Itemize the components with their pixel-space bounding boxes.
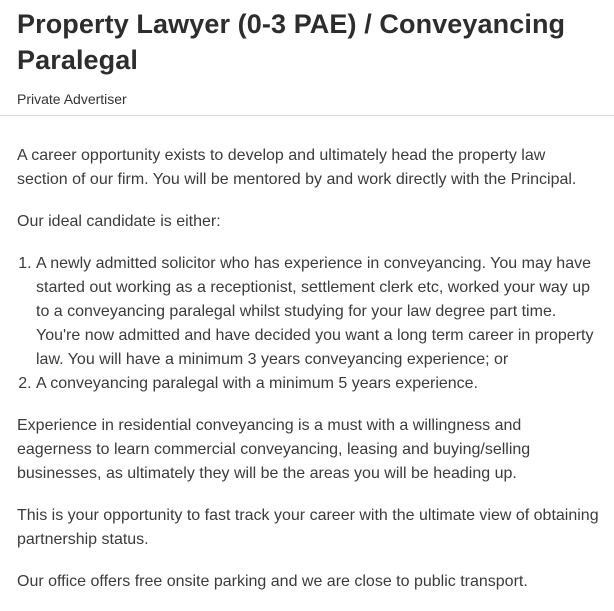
advertiser-name: Private Advertiser [17, 91, 127, 107]
candidate-lead-paragraph: Our ideal candidate is either: [17, 213, 221, 230]
list-item: 2. A conveyancing paralegal with a minimum 5 years experience. [36, 372, 600, 396]
list-item: 1. A newly admitted solicitor who has experience in conveyancing. You may have started out working as a receptionist, settlement clerk etc, worked your way up to a conveyancing paralegal whilst studying for your law degree part time. You're now admitted and have decided you want a long term career in property law. You will have a minimum 3 years conveyancing experience; or [36, 252, 600, 372]
job-title: Property Lawyer (0-3 PAE) / Conveyancing Paralegal [17, 9, 566, 75]
intro-paragraph: A career opportunity exists to develop and ultimately head the property law section of our firm. You will be mentored by and work directly with the Principal. [17, 147, 577, 188]
office-paragraph: Our office offers free onsite parking and we are close to public transport. [17, 573, 528, 590]
candidate-options-list [17, 252, 600, 396]
job-header [0, 0, 614, 116]
opportunity-paragraph: This is your opportunity to fast track your career with the ultimate view of obtaining partnership status. [17, 507, 599, 548]
experience-paragraph: Experience in residential conveyancing is a must with a willingness and eagerness to learn commercial conveyancing, leasing and buying/selling businesses, as ultimately they will be the areas you will be heading up. [17, 417, 531, 482]
job-description [0, 116, 614, 594]
